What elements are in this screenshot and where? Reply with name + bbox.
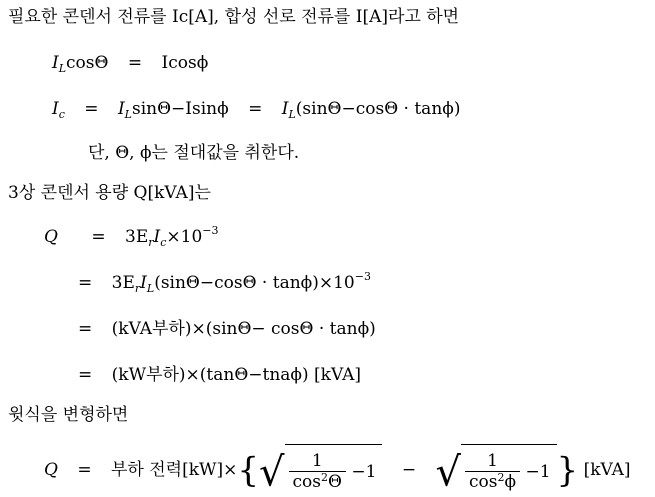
q1-i-sub: c — [160, 236, 167, 249]
final-minus: − — [401, 460, 417, 480]
q2-i: I — [140, 273, 147, 293]
eq1-right: Icosϕ — [161, 53, 209, 73]
q1-left: Q — [44, 227, 58, 247]
note-text: 단, Θ, ϕ는 절대값을 취한다. — [88, 143, 300, 163]
intro-text: 필요한 콘덴서 전류를 Ic[A], 합성 선로 전류를 I[A]라고 하면 — [8, 7, 460, 27]
eq2-mid: I — [117, 99, 125, 119]
radical-icon: √ — [259, 449, 285, 496]
q-intro-text: 3상 콘덴서 용량 Q[kVA]는 — [8, 183, 211, 203]
left-brace-icon: { — [237, 450, 260, 491]
q1-equals: = — [91, 227, 106, 247]
q2-exp: −3 — [354, 270, 371, 283]
eq1-equals: = — [127, 53, 143, 73]
eq2-mid-sub: L — [124, 108, 132, 121]
sqrt-2 — [435, 444, 556, 497]
q1-r-sub: r — [148, 236, 154, 249]
final-left: Q — [44, 460, 58, 480]
right-brace-icon: } — [556, 450, 579, 491]
frac-1 — [289, 452, 346, 493]
eq1-left-sub: L — [58, 62, 67, 75]
q4-right: (kW부하)×(tanΘ−tnaϕ) [kVA] — [111, 365, 362, 385]
eq2-equals-2: = — [248, 99, 263, 119]
q-equation-1 — [44, 226, 219, 250]
frac-1-den: $\cos^2\Theta$ — [292, 471, 342, 492]
minus-one-1: −1 — [351, 462, 377, 482]
final-equation — [44, 444, 631, 494]
q2-equals: = — [78, 273, 93, 293]
q4-equals: = — [78, 365, 93, 385]
q2-right: 3E — [111, 273, 135, 293]
frac-2-num: 1 — [465, 452, 520, 472]
q3-right: (kVA부하)×(sinΘ− cosΘ · tanϕ) — [111, 319, 376, 339]
eq2-left: I — [52, 99, 59, 119]
q-equation-2 — [78, 272, 371, 296]
eq1-left: I — [52, 53, 59, 73]
eq2-right-rest: (sinΘ−cosΘ · tanϕ) — [295, 99, 461, 119]
eq1-left-rest: cosΘ — [66, 53, 109, 73]
eq2-equals: = — [84, 99, 99, 119]
q1-tail: ×10 — [166, 227, 203, 247]
q2-r-sub: r — [134, 282, 141, 295]
eq2-right: I — [281, 99, 289, 119]
final-mid: 부하 전력[kW]× — [111, 460, 238, 480]
eq2-right-sub: L — [288, 108, 296, 121]
q2-i-sub: L — [146, 282, 155, 295]
q2-tail: (sinΘ−cosΘ · tanϕ)×10 — [154, 273, 355, 293]
frac-2-den: $\cos^2\phi$ — [468, 471, 517, 492]
eq2-left-sub: c — [58, 108, 65, 121]
equation-1 — [52, 52, 208, 76]
final-unit: [kVA] — [583, 460, 631, 480]
radicand-2 — [461, 444, 557, 497]
eq2-mid-rest: sinΘ−Isinϕ — [131, 99, 229, 119]
radicand-1 — [285, 444, 383, 497]
transform-text: 윗식을 변형하면 — [8, 405, 129, 425]
frac-1-num: 1 — [289, 452, 346, 472]
q1-i: I — [153, 227, 161, 247]
radical-icon-2: √ — [435, 449, 461, 496]
q1-exp: −3 — [202, 224, 219, 237]
q-equation-4 — [78, 364, 361, 386]
q3-equals: = — [78, 319, 93, 339]
q1-right: 3E — [125, 227, 149, 247]
minus-one-2: −1 — [525, 462, 551, 482]
final-equals: = — [77, 460, 92, 480]
frac-2 — [465, 452, 520, 493]
q-equation-3 — [78, 318, 376, 340]
sqrt-1 — [259, 444, 382, 497]
equation-2 — [52, 98, 460, 122]
